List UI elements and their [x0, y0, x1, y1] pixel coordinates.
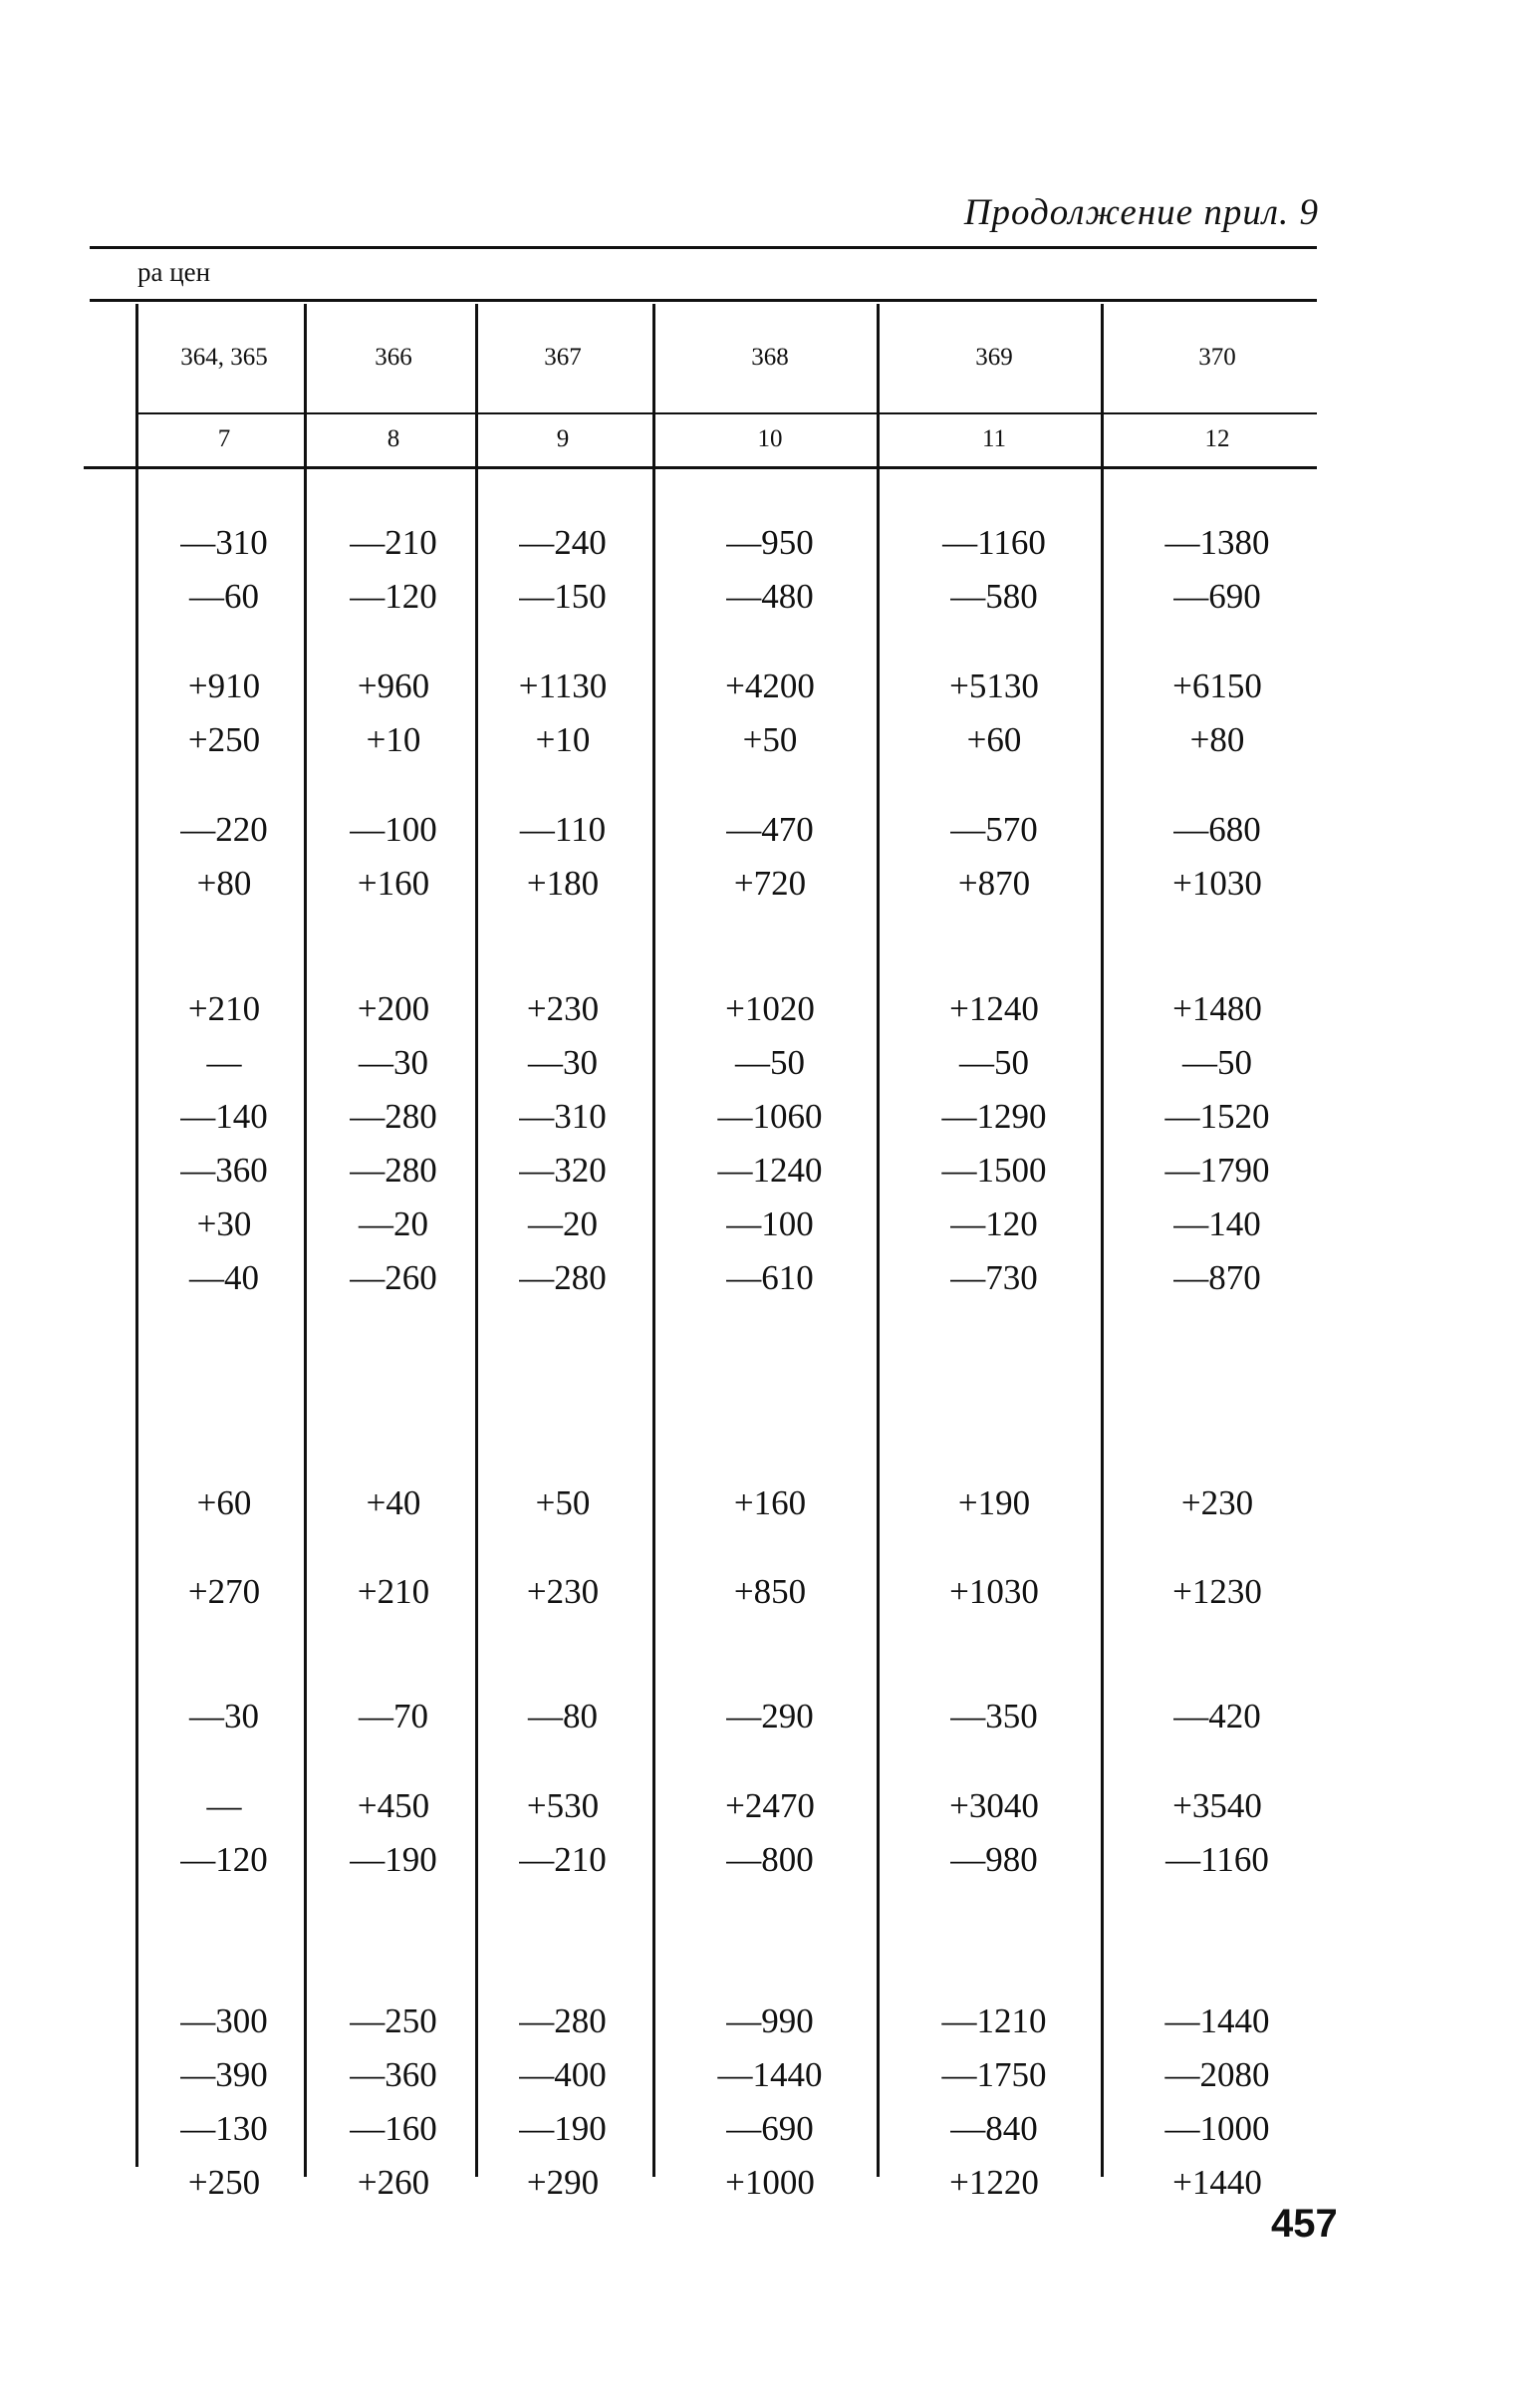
table-cell: +160: [357, 864, 430, 903]
table-cell: +230: [526, 1572, 600, 1611]
table-cell: +1220: [949, 2163, 1039, 2202]
table-cell: —220: [180, 810, 268, 849]
table-cell: +190: [957, 1483, 1031, 1522]
table-cell: —690: [1173, 577, 1261, 616]
table-cell: —350: [950, 1697, 1038, 1735]
table-cell: —1240: [717, 1151, 823, 1190]
table-cell: +1130: [518, 666, 608, 705]
table-cell: —1500: [941, 1151, 1047, 1190]
table-cell: —300: [180, 2001, 268, 2040]
column-number: 11: [981, 425, 1007, 452]
table-cell: —210: [519, 1840, 607, 1879]
column-number: 9: [556, 425, 570, 452]
table-cell: —2080: [1164, 2055, 1270, 2094]
table-cell: —100: [726, 1204, 814, 1243]
column-number: 12: [1204, 425, 1230, 452]
table-cell: —50: [735, 1043, 805, 1082]
table-cell: —280: [350, 1097, 437, 1136]
table-cell: —580: [950, 577, 1038, 616]
table-cell: —280: [519, 1258, 607, 1297]
column-number: 10: [757, 425, 783, 452]
table-cell: +1020: [725, 989, 815, 1028]
table-cell: —990: [726, 2001, 814, 2040]
table-cell: +3040: [949, 1786, 1039, 1825]
page-number: 457: [1271, 2202, 1338, 2246]
table-cell: —310: [519, 1097, 607, 1136]
header-number-divider: [137, 412, 1317, 414]
table-cell: +80: [1189, 720, 1245, 759]
table-cell: —320: [519, 1151, 607, 1190]
table-cell: —310: [180, 523, 268, 562]
table-cell: —950: [726, 523, 814, 562]
table-cell: +2470: [725, 1786, 815, 1825]
column-divider: [877, 304, 880, 2177]
table-cell: +1440: [1172, 2163, 1262, 2202]
table-cell: —390: [180, 2055, 268, 2094]
table-cell: —680: [1173, 810, 1261, 849]
table-cell: +870: [957, 864, 1031, 903]
table-cell: —280: [350, 1151, 437, 1190]
column-header: 370: [1198, 344, 1236, 371]
table-cell: —50: [959, 1043, 1029, 1082]
table-cell: +230: [1180, 1483, 1254, 1522]
table-cell: +450: [357, 1786, 430, 1825]
table-cell: —870: [1173, 1258, 1261, 1297]
table-cell: —1210: [941, 2001, 1047, 2040]
table-cell: —120: [180, 1840, 268, 1879]
table-caption: Продолжение прил. 9: [963, 192, 1319, 233]
table-cell: —250: [350, 2001, 437, 2040]
table-cell: +4200: [725, 666, 815, 705]
column-header: 366: [375, 344, 412, 371]
table-cell: +40: [366, 1483, 421, 1522]
table-cell: —40: [189, 1258, 259, 1297]
table-cell: —1160: [942, 523, 1046, 562]
table-cell: —400: [519, 2055, 607, 2094]
table-cell: —: [206, 1043, 242, 1082]
table-cell: +200: [357, 989, 430, 1028]
header-rule: [90, 299, 1317, 302]
table-cell: +910: [187, 666, 261, 705]
table-cell: —1520: [1164, 1097, 1270, 1136]
table-cell: +80: [196, 864, 252, 903]
table-cell: —20: [359, 1204, 428, 1243]
column-header: 367: [544, 344, 582, 371]
table-cell: —360: [350, 2055, 437, 2094]
table-cell: —70: [359, 1697, 428, 1735]
table-cell: +10: [535, 720, 591, 759]
column-number: 8: [386, 425, 400, 452]
table-cell: —20: [528, 1204, 598, 1243]
table-cell: +1480: [1172, 989, 1262, 1028]
table-cell: —470: [726, 810, 814, 849]
table-cell: +160: [733, 1483, 807, 1522]
table-cell: +850: [733, 1572, 807, 1611]
column-header: 368: [751, 344, 789, 371]
column-divider: [652, 304, 655, 2177]
table-cell: +290: [526, 2163, 600, 2202]
table-cell: —240: [519, 523, 607, 562]
table-cell: +530: [526, 1786, 600, 1825]
table-cell: —1290: [941, 1097, 1047, 1136]
table-cell: —480: [726, 577, 814, 616]
table-cell: +10: [366, 720, 421, 759]
table-cell: +60: [966, 720, 1022, 759]
table-cell: —1440: [717, 2055, 823, 2094]
table-cell: —210: [350, 523, 437, 562]
table-cell: —30: [189, 1697, 259, 1735]
column-number-rule: [84, 466, 1317, 469]
table-cell: +250: [187, 720, 261, 759]
column-header: 369: [975, 344, 1013, 371]
table-cell: +60: [196, 1483, 252, 1522]
table-cell: +720: [733, 864, 807, 903]
table-cell: +960: [357, 666, 430, 705]
table-cell: —60: [189, 577, 259, 616]
table-cell: —190: [350, 1840, 437, 1879]
table-cell: +6150: [1172, 666, 1262, 705]
table-cell: —1380: [1164, 523, 1270, 562]
table-cell: —140: [1173, 1204, 1261, 1243]
table-cell: —100: [350, 810, 437, 849]
table-cell: —150: [519, 577, 607, 616]
table-cell: —360: [180, 1151, 268, 1190]
table-cell: —110: [519, 810, 607, 849]
table-cell: +250: [187, 2163, 261, 2202]
table-cell: —840: [950, 2109, 1038, 2148]
table-cell: —: [206, 1786, 242, 1825]
table-cell: —730: [950, 1258, 1038, 1297]
table-cell: —1440: [1164, 2001, 1270, 2040]
table-cell: +1000: [725, 2163, 815, 2202]
table-cell: —30: [528, 1043, 598, 1082]
table-cell: —1790: [1164, 1151, 1270, 1190]
column-divider: [135, 304, 138, 2167]
table-cell: +180: [526, 864, 600, 903]
table-cell: —1060: [717, 1097, 823, 1136]
table-cell: —800: [726, 1840, 814, 1879]
table-cell: +270: [187, 1572, 261, 1611]
column-group-label: ра цен: [137, 257, 211, 287]
table-cell: +1030: [949, 1572, 1039, 1611]
table-cell: —120: [950, 1204, 1038, 1243]
table-cell: +1230: [1172, 1572, 1262, 1611]
table-cell: —140: [180, 1097, 268, 1136]
table-cell: —420: [1173, 1697, 1261, 1735]
table-cell: —980: [950, 1840, 1038, 1879]
table-cell: —30: [359, 1043, 428, 1082]
table-cell: +210: [187, 989, 261, 1028]
table-cell: +1240: [949, 989, 1039, 1028]
table-cell: —130: [180, 2109, 268, 2148]
table-cell: +50: [742, 720, 798, 759]
table-cell: —190: [519, 2109, 607, 2148]
table-cell: —610: [726, 1258, 814, 1297]
table-cell: —50: [1182, 1043, 1252, 1082]
table-cell: +230: [526, 989, 600, 1028]
table-cell: —570: [950, 810, 1038, 849]
table-cell: +5130: [949, 666, 1039, 705]
column-divider: [1101, 304, 1104, 2177]
table-cell: —120: [350, 577, 437, 616]
table-cell: +3540: [1172, 1786, 1262, 1825]
table-cell: +260: [357, 2163, 430, 2202]
table-cell: —290: [726, 1697, 814, 1735]
column-header: 364, 365: [180, 344, 268, 371]
table-cell: +1030: [1172, 864, 1262, 903]
table-cell: +50: [535, 1483, 591, 1522]
column-number: 7: [217, 425, 231, 452]
table-cell: —260: [350, 1258, 437, 1297]
table-cell: —160: [350, 2109, 437, 2148]
table-cell: —690: [726, 2109, 814, 2148]
table-cell: —280: [519, 2001, 607, 2040]
top-rule: [90, 246, 1317, 249]
table-cell: +30: [196, 1204, 252, 1243]
table-cell: —1160: [1165, 1840, 1269, 1879]
table-cell: —1750: [941, 2055, 1047, 2094]
table-cell: —1000: [1164, 2109, 1270, 2148]
table-cell: +210: [357, 1572, 430, 1611]
table-cell: —80: [528, 1697, 598, 1735]
